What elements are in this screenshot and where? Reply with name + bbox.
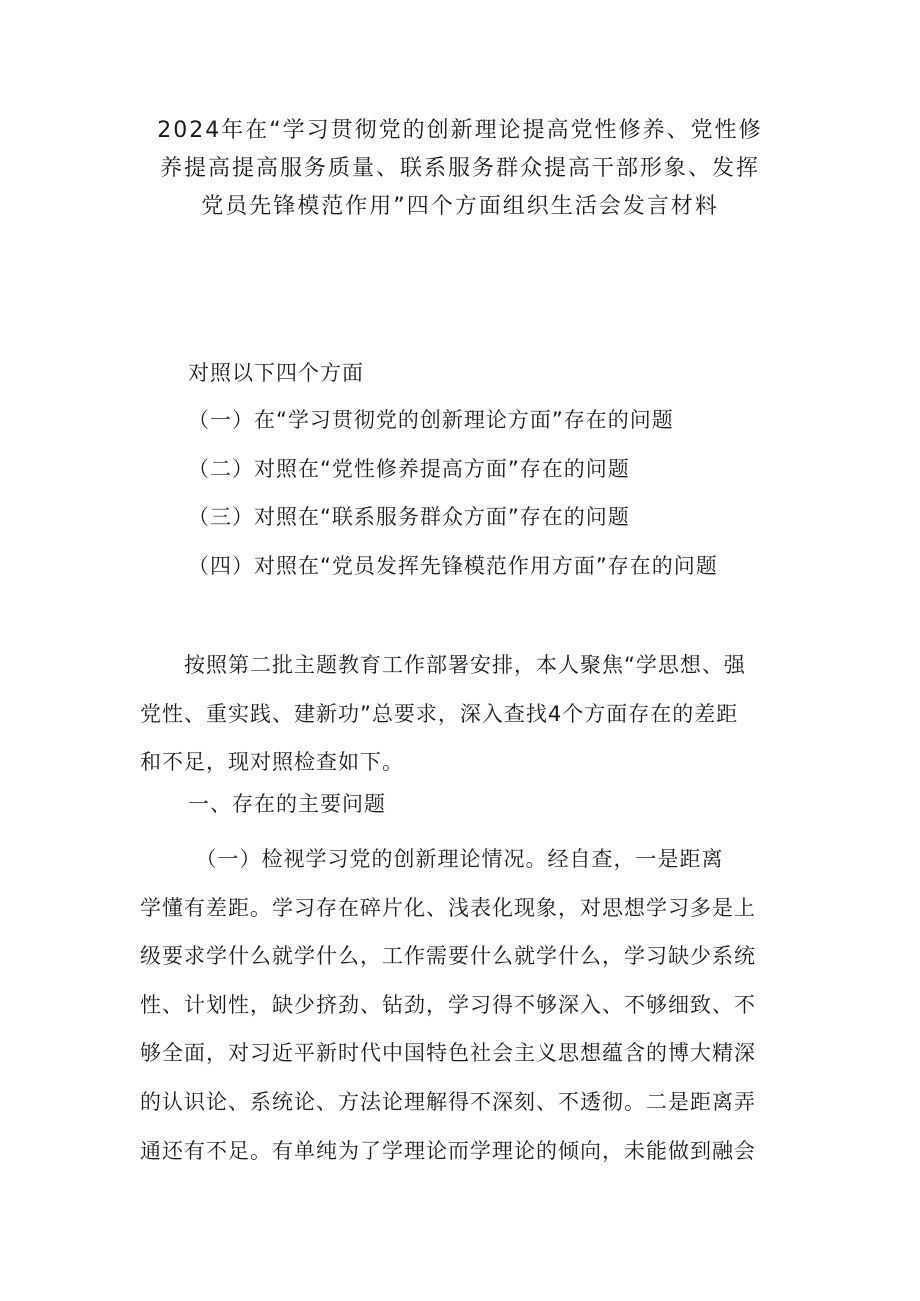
- paragraph-line: 够全面，对习近平新时代中国特色社会主义思想蕴含的博大精深: [140, 1041, 756, 1066]
- paragraph-line: 的认识论、系统论、方法论理解得不深刻、不透彻。二是距离弄: [140, 1089, 756, 1114]
- aspect-item-4: （四）对照在“党员发挥先锋模范作用方面”存在的问题: [188, 554, 718, 578]
- intro-text: 对照以下四个方面: [188, 361, 364, 385]
- paragraph-line: 学懂有差距。学习存在碎片化、浅表化现象，对思想学习多是上: [140, 895, 756, 920]
- paragraph-line: 通还有不足。有单纯为了学理论而学理论的倾向，未能做到融会: [140, 1138, 756, 1163]
- paragraph-line: 按照第二批主题教育工作部署安排，本人聚焦“学思想、强: [140, 653, 746, 677]
- document-title: [120, 112, 800, 226]
- title-line-2: 养提高提高服务质量、联系服务群众提高干部形象、发挥: [159, 156, 760, 181]
- aspect-item-2: （二）对照在“党性修养提高方面”存在的问题: [188, 457, 630, 481]
- paragraph-intro: [140, 641, 785, 787]
- paragraph-line: 和不足，现对照检查如下。: [140, 750, 404, 775]
- section-heading: 一、存在的主要问题: [188, 792, 386, 816]
- title-line-1: 2024年在“学习贯彻党的创新理论提高党性修养、党性修: [157, 118, 763, 143]
- paragraph-line: 性、计划性，缺少挤劲、钻劲，学习得不够深入、不够细致、不: [140, 992, 756, 1017]
- paragraph-study: [140, 835, 785, 1175]
- title-line-3: 党员先锋模范作用”四个方面组织生活会发言材料: [201, 194, 719, 219]
- aspect-item-3: （三）对照在“联系服务群众方面”存在的问题: [188, 505, 630, 529]
- aspect-item-1: （一）在“学习贯彻党的创新理论方面”存在的问题: [188, 408, 674, 432]
- paragraph-line: （一）检视学习党的创新理论情况。经自查，一是距离: [140, 847, 724, 871]
- paragraph-line: 级要求学什么就学什么，工作需要什么就学什么，学习缺少系统: [140, 944, 756, 969]
- paragraph-line: 党性、重实践、建新功”总要求，深入查找4个方面存在的差距: [140, 701, 739, 726]
